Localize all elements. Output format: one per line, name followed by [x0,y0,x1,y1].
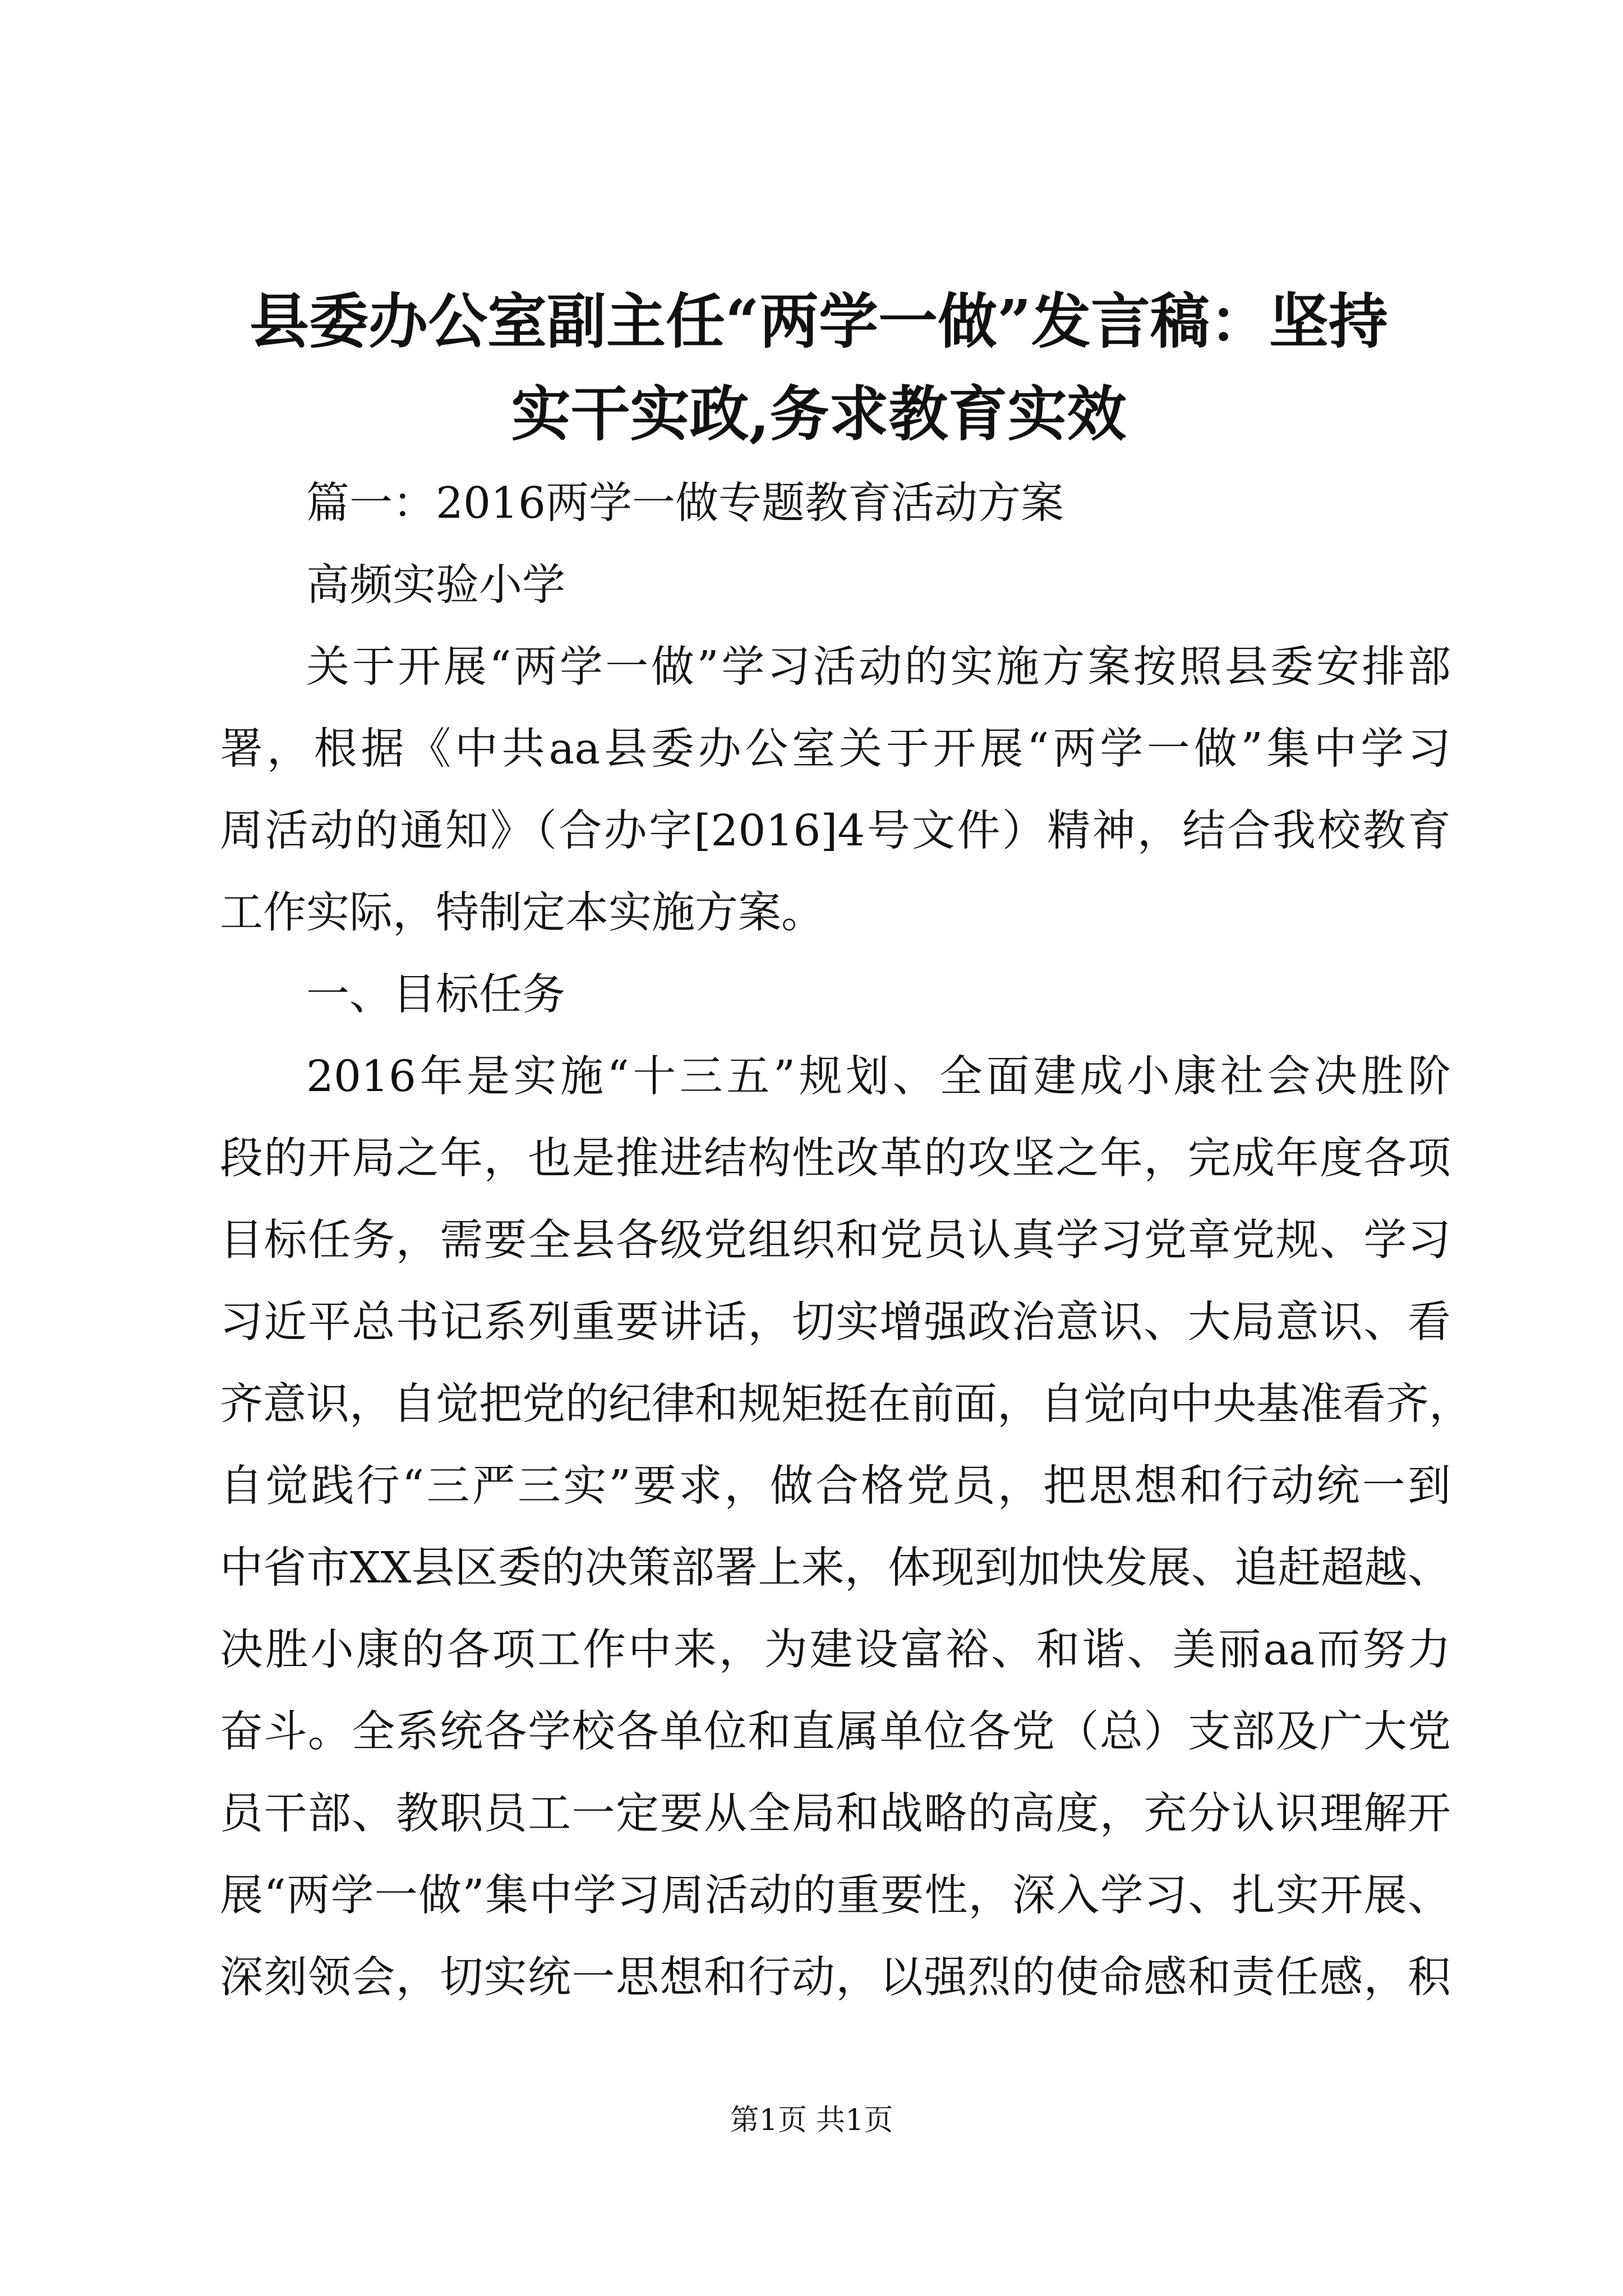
subheading-text: 一、目标任务 [306,970,565,1020]
paragraph-line: 周活动的通知》（合办字[2016]4号文件）精神，结合我校教育 [220,806,1451,856]
paragraph-line: 关于开展“两学一做”学习活动的实施方案按照县委安排部 [306,642,1451,692]
paragraph-line: 奋斗。全系统各学校各单位和直属单位各党（总）支部及广大党 [220,1707,1451,1757]
paragraph-line: 署，根据《中共aa县委办公室关于开展“两学一做”集中学习 [220,724,1451,774]
paragraph-line: 习近平总书记系列重要讲话，切实增强政治意识、大局意识、看 [220,1297,1451,1347]
paragraph-line: 工作实际，特制定本实施方案。 [220,888,824,938]
paragraph-line: 展“两学一做”集中学习周活动的重要性，深入学习、扎实开展、 [220,1871,1451,1921]
section-heading [220,463,1451,545]
paragraph-line: 中省市XX县区委的决策部署上来，体现到加快发展、追赶超越、 [220,1543,1451,1593]
school-name-text: 高频实验小学 [306,560,565,610]
title-line-1: 县委办公室副主任“两学一做”发言稿：坚持 [250,286,1388,356]
subheading [220,954,1451,1036]
school-name [220,545,1451,627]
intro-paragraph [220,627,1451,954]
paragraph-line: 2016年是实施“十三五”规划、全面建成小康社会决胜阶 [306,1052,1451,1102]
paragraph-line: 段的开局之年，也是推进结构性改革的攻坚之年，完成年度各项 [220,1134,1451,1184]
paragraph-line: 齐意识，自觉把党的纪律和规矩挺在前面，自觉向中央基准看齐， [220,1379,1472,1429]
page-number-label: 第1页 共1页 [730,2104,893,2137]
paragraph-line: 深刻领会，切实统一思想和行动，以强烈的使命感和责任感，积 [220,1953,1451,2003]
paragraph-line: 目标任务，需要全县各级党组织和党员认真学习党章党规、学习 [220,1216,1451,1266]
page-footer [0,2101,1623,2140]
goal-paragraph [220,1036,1472,2019]
paragraph-line: 员干部、教职员工一定要从全局和战略的高度，充分认识理解开 [220,1789,1451,1839]
paragraph-line: 自觉践行“三严三实”要求，做合格党员，把思想和行动统一到 [220,1461,1451,1511]
title-line-2: 实干实政,务求教育实效 [511,379,1127,449]
paragraph-line: 决胜小康的各项工作中来，为建设富裕、和谐、美丽aa而努力 [220,1625,1451,1675]
document-title [213,275,1424,460]
document-body [220,463,1472,2019]
section-heading-text: 篇一：2016两学一做专题教育活动方案 [306,478,1064,528]
